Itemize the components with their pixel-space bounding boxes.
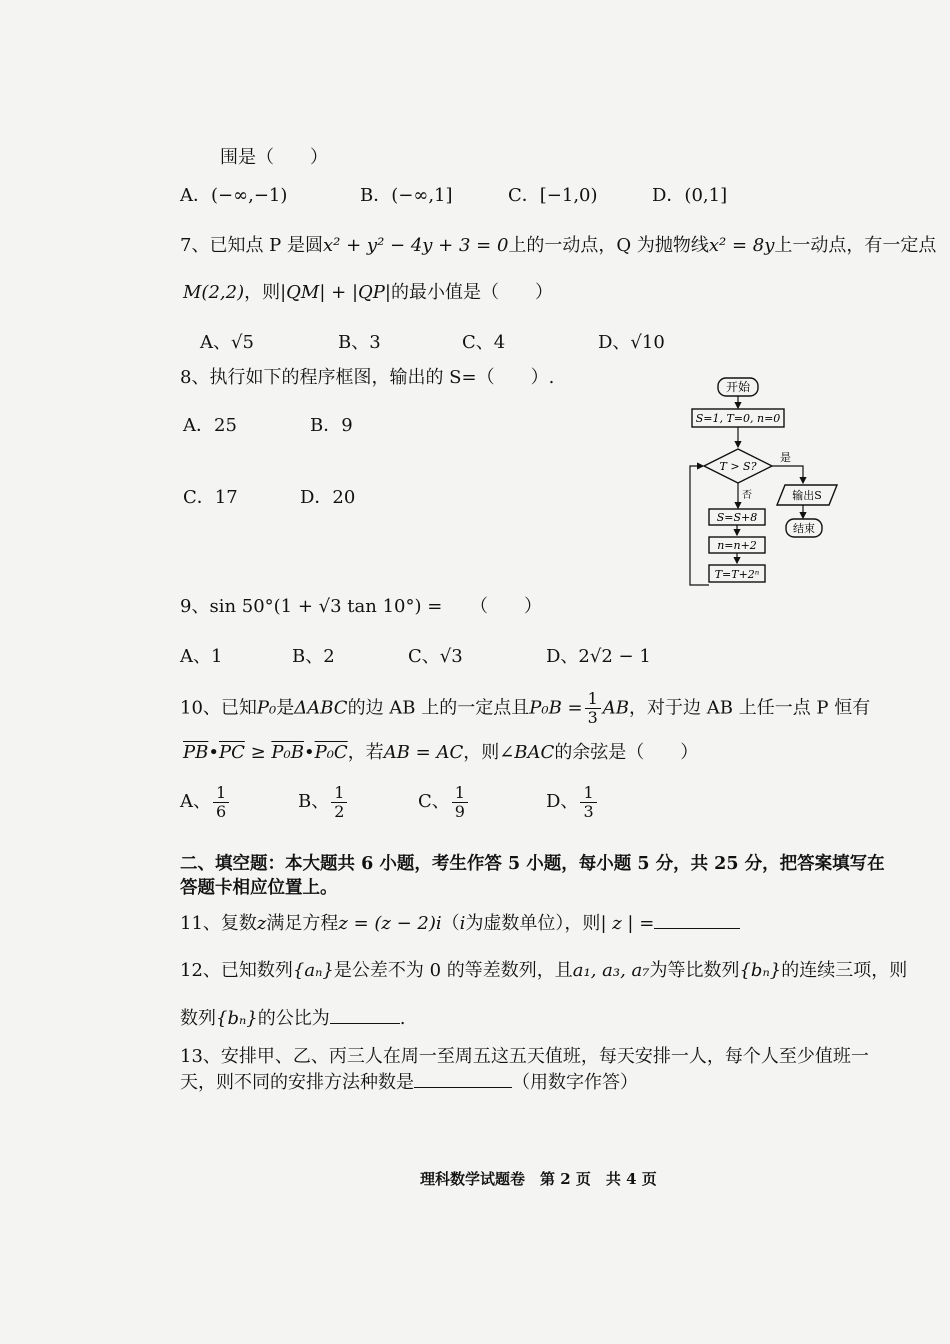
q10-option-a — [180, 782, 231, 822]
q10-dot-1: • — [208, 742, 219, 763]
q7-option-a: A、√5 — [200, 332, 254, 353]
q11-text-c: （ — [441, 913, 460, 934]
q7-distance-sum: |QM| + |QP| — [280, 282, 391, 303]
q12-seq-b-2: {bₙ} — [216, 1008, 258, 1029]
program-flowchart — [685, 375, 855, 595]
q10-stem-line2 — [183, 741, 698, 765]
q10-option-b-fraction — [331, 784, 347, 821]
q10-dot-2: • — [303, 742, 315, 763]
q11-answer-blank[interactable] — [654, 910, 740, 929]
q12-stem-line1 — [180, 959, 907, 983]
q8-option-c: C．17 — [183, 487, 238, 508]
q10-option-b-num: 1 — [331, 784, 347, 803]
q10-option-b-label: B、 — [298, 791, 330, 812]
q10-option-d-num: 1 — [580, 784, 596, 803]
q10-fraction-one-third — [585, 690, 601, 727]
flow-output-label: 输出S — [792, 489, 822, 502]
flow-start-label: 开始 — [725, 380, 751, 394]
q10-text-e: ，若 — [347, 742, 384, 763]
q10-option-a-label: A、 — [180, 791, 211, 812]
flow-step3-label: T=T+2ⁿ — [714, 568, 760, 581]
q7-stem-line1 — [180, 234, 936, 258]
q10-triangle: ΔABC — [294, 697, 348, 719]
q10-option-d-fraction — [580, 784, 596, 821]
flow-arrow-yes — [772, 466, 803, 483]
q12-text-f: 的公比为 — [257, 1008, 330, 1029]
q11-text-a: 11、复数 — [180, 913, 257, 934]
q12-stem-line2 — [180, 1005, 405, 1031]
section2-heading-line2: 答题卡相应位置上。 — [180, 878, 338, 898]
q11-var-i: i — [459, 913, 466, 934]
q7-text-d: ，则 — [244, 282, 281, 303]
q8-option-b: B．9 — [310, 415, 353, 436]
q10-vector-pc: $\overline{PC}$ — [218, 742, 245, 763]
q8-option-d: D．20 — [300, 487, 356, 508]
q10-text-a: 10、已知 — [180, 697, 257, 719]
q10-option-b-den: 2 — [334, 801, 345, 821]
q13-text-b: （用数字作答） — [512, 1072, 638, 1093]
q11-abs-z: | z | = — [600, 913, 655, 934]
q10-vector-p0c: P₀C — [314, 742, 348, 763]
q13-stem-line2 — [180, 1069, 638, 1095]
q6-option-d: D．(0,1] — [652, 185, 728, 206]
q12-terms: a₁, a₃, a₇ — [572, 960, 650, 981]
q7-text-e: 的最小值是（ ） — [390, 282, 553, 303]
flow-step1-label: S=S+8 — [716, 511, 758, 524]
q6-option-b: B．(−∞,1] — [360, 185, 453, 206]
q6-option-a: A．(−∞,−1) — [180, 185, 288, 206]
q10-eq-right: AB — [602, 697, 630, 719]
q10-ge: ≥ — [244, 742, 272, 763]
q7-stem-line2 — [183, 281, 553, 305]
q11-equation: z = (z − 2)i — [338, 913, 442, 934]
q12-text-d: 的连续三项，则 — [781, 960, 908, 981]
flow-condition-label: T > S? — [719, 460, 757, 473]
q13-text-a: 天，则不同的安排方法种数是 — [180, 1072, 414, 1093]
q9-option-d: D、2√2 − 1 — [546, 646, 651, 667]
q6-stem-tail: 围是（ ） — [220, 147, 328, 168]
q12-text-g: . — [399, 1008, 406, 1029]
q7-option-d: D、√10 — [598, 332, 665, 353]
q11-text-d: 为虚数单位），则 — [465, 913, 601, 934]
q12-text-a: 12、已知数列 — [180, 960, 293, 981]
q8-stem: 8、执行如下的程序框图，输出的 S=（ ）. — [180, 367, 555, 388]
q11-stem — [180, 910, 740, 936]
q10-option-a-den: 6 — [216, 801, 227, 821]
q9-option-a: A、1 — [180, 646, 223, 667]
q10-option-a-fraction — [213, 784, 229, 821]
q7-text-a: 7、已知点 P 是圆 — [180, 235, 324, 256]
flow-init-label: S=1, T=0, n=0 — [695, 412, 781, 425]
q8-option-a: A．25 — [183, 415, 237, 436]
q10-angle-bac: ∠BAC — [499, 742, 555, 763]
q12-text-c: 为等比数列 — [649, 960, 740, 981]
q7-parabola-equation: x² = 8y — [708, 235, 775, 256]
q11-var-z: z — [256, 913, 267, 934]
q12-seq-a: {aₙ} — [292, 960, 334, 981]
flow-step2-label: n=n+2 — [717, 539, 757, 552]
q10-vector-pb: $\overline{PB}$ — [183, 742, 209, 763]
q10-option-c-den: 9 — [454, 801, 465, 821]
q10-option-c-label: C、 — [418, 791, 450, 812]
q13-answer-blank[interactable] — [414, 1069, 512, 1088]
q10-option-d-den: 3 — [583, 801, 594, 821]
q10-text-f: ，则 — [463, 742, 500, 763]
q10-ab-eq-ac: AB = AC — [383, 742, 464, 763]
q10-frac-denominator: 3 — [587, 708, 598, 727]
q7-circle-equation: x² + y² − 4y + 3 = 0 — [323, 235, 509, 256]
flow-yes-label: 是 — [780, 451, 791, 464]
q7-option-b: B、3 — [338, 332, 381, 353]
q12-seq-b: {bₙ} — [739, 960, 782, 981]
q12-text-b: 是公差不为 0 的等差数列，且 — [333, 960, 573, 981]
q7-point-m: M(2,2) — [183, 282, 245, 303]
flow-end-label: 结束 — [793, 522, 815, 535]
q10-option-a-num: 1 — [213, 784, 229, 803]
q9-answer-paren: （ ） — [470, 596, 542, 617]
q10-option-b — [298, 782, 349, 822]
q10-text-d: ，对于边 AB 上任一点 P 恒有 — [629, 697, 871, 719]
q9-stem: 9、sin 50°(1 + √3 tan 10°) = — [180, 596, 443, 617]
page-footer: 理科数学试题卷 第 2 页 共 4 页 — [420, 1170, 657, 1188]
q13-stem-line1: 13、安排甲、乙、丙三人在周一至周五这五天值班，每天安排一人，每个人至少值班一 — [180, 1046, 869, 1067]
q10-text-b: 是 — [276, 697, 295, 719]
q7-text-b: 上的一动点，Q 为抛物线 — [508, 235, 709, 256]
q10-option-c — [418, 782, 470, 822]
q6-option-c: C．[−1,0) — [508, 185, 598, 206]
flow-no-label: 否 — [742, 490, 752, 501]
q10-vector-p0b: P₀B — [271, 742, 304, 763]
q7-text-c: 上一动点，有一定点 — [774, 235, 937, 256]
section2-heading-line1: 二、填空题：本大题共 6 小题，考生作答 5 小题，每小题 5 分，共 25 分，把答案填写在 — [180, 854, 885, 874]
q10-option-c-num: 1 — [452, 784, 468, 803]
q9-option-b: B、2 — [292, 646, 335, 667]
q10-point-p0: P₀ — [256, 697, 277, 719]
q12-text-e: 数列 — [180, 1008, 216, 1029]
q10-option-c-fraction — [452, 784, 468, 821]
q10-option-d-label: D、 — [546, 791, 579, 812]
q9-option-c: C、√3 — [408, 646, 463, 667]
q12-answer-blank[interactable] — [330, 1005, 400, 1024]
flow-loop-arrow — [690, 466, 709, 585]
q10-eq-left: P₀B = — [529, 697, 583, 719]
q7-option-c: C、4 — [462, 332, 506, 353]
q10-option-d — [546, 782, 599, 822]
q10-stem-line1 — [180, 690, 870, 727]
q10-text-c: 的边 AB 上的一定点且 — [347, 697, 530, 719]
q10-frac-numerator: 1 — [585, 690, 601, 709]
q11-text-b: 满足方程 — [266, 913, 339, 934]
q10-text-g: 的余弦是（ ） — [554, 742, 699, 763]
